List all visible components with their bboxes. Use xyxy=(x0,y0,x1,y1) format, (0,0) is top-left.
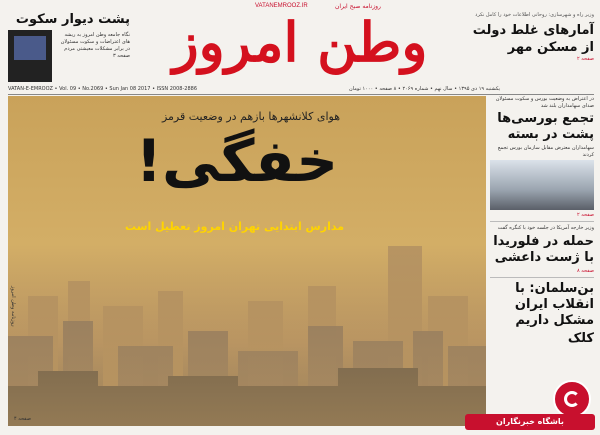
right-feature-page-ref: صفحه ۲ xyxy=(577,56,594,62)
hero-photo-story xyxy=(8,96,486,426)
right-feature-box xyxy=(470,12,594,82)
story2-intro: وزیر خارجه آمریکا در جلسه خود با کنگره گفت xyxy=(497,225,594,231)
right-feature-title: آمارهای غلط دولت از مسکن مهر xyxy=(472,23,594,55)
story3-title: بن‌سلمان: با انقلاب ایران مشکل داریم xyxy=(514,280,594,328)
hero-headline: خفگی! xyxy=(135,127,338,195)
column-divider xyxy=(490,277,594,278)
watermark-label: باشگاه خبرنگاران xyxy=(465,414,595,430)
masthead xyxy=(130,0,470,84)
story1-page-ref: صفحه ۲ xyxy=(577,212,594,218)
left-feature-title: پشت دیوار سکوت xyxy=(15,12,130,27)
date-strip-latin: VATAN-E-EMROOZ • Vol. 09 • No.2069 • Sun Jan 08 2017 • ISSN 2008-2886 xyxy=(8,86,198,92)
story1-photo xyxy=(490,160,594,210)
hero-page-ref: صفحه ۴ xyxy=(14,416,31,422)
source-watermark xyxy=(465,380,595,432)
hero-kicker: هوای کلانشهرها بازهم در وضعیت قرمز xyxy=(161,110,340,123)
story2-title: حمله در فلوریدا با ژست داعشی xyxy=(493,233,594,265)
newspaper-logo: وطن امروز xyxy=(172,10,428,74)
date-strip-persian: یکشنبه ۱۹ دی ۱۳۹۵ • سال نهم • شماره ۲۰۶۹ • ۸ صفحه • ۱۰۰۰ تومان xyxy=(349,86,500,92)
right-news-column xyxy=(490,96,594,426)
left-feature-photo xyxy=(8,30,52,82)
column-divider xyxy=(490,221,594,222)
story4-title: کلک xyxy=(567,330,594,346)
right-feature-kicker: وزیر راه و شهرسازی: روحانی اطلاعات خود را کامل نکرد xyxy=(475,12,594,18)
story1-text: سهامداران معترض مقابل سازمان بورس تجمع کردند xyxy=(497,145,594,158)
story2-page-ref: صفحه ۸ xyxy=(577,267,594,274)
masthead-tagline: روزنامه صبح ایران xyxy=(335,3,381,10)
left-feature-box xyxy=(8,12,130,82)
header-divider xyxy=(8,94,594,95)
masthead-url: VATANEMROOZ.IR xyxy=(255,3,308,9)
hero-side-text: روزنامه وطن امروز xyxy=(10,286,16,327)
date-strip xyxy=(0,86,600,93)
hero-subhead: مدارس ابتدایی تهران امروز تعطیل است xyxy=(125,220,344,233)
right-col-intro: در اعتراض به وضعیت بورس و سکوت مسئولان صدای سهامداران بلند شد xyxy=(495,96,594,109)
watermark-logo-icon xyxy=(553,380,591,418)
left-feature-text: نگاه جامعه وطن امروز به ریشه های اعتراضات و سکوت مسئولان در برابر مشکلات معیشتی مردم صفحه ۳ xyxy=(60,32,130,59)
story1-title: تجمع بورسی‌ها پشت در بسته xyxy=(497,111,594,142)
